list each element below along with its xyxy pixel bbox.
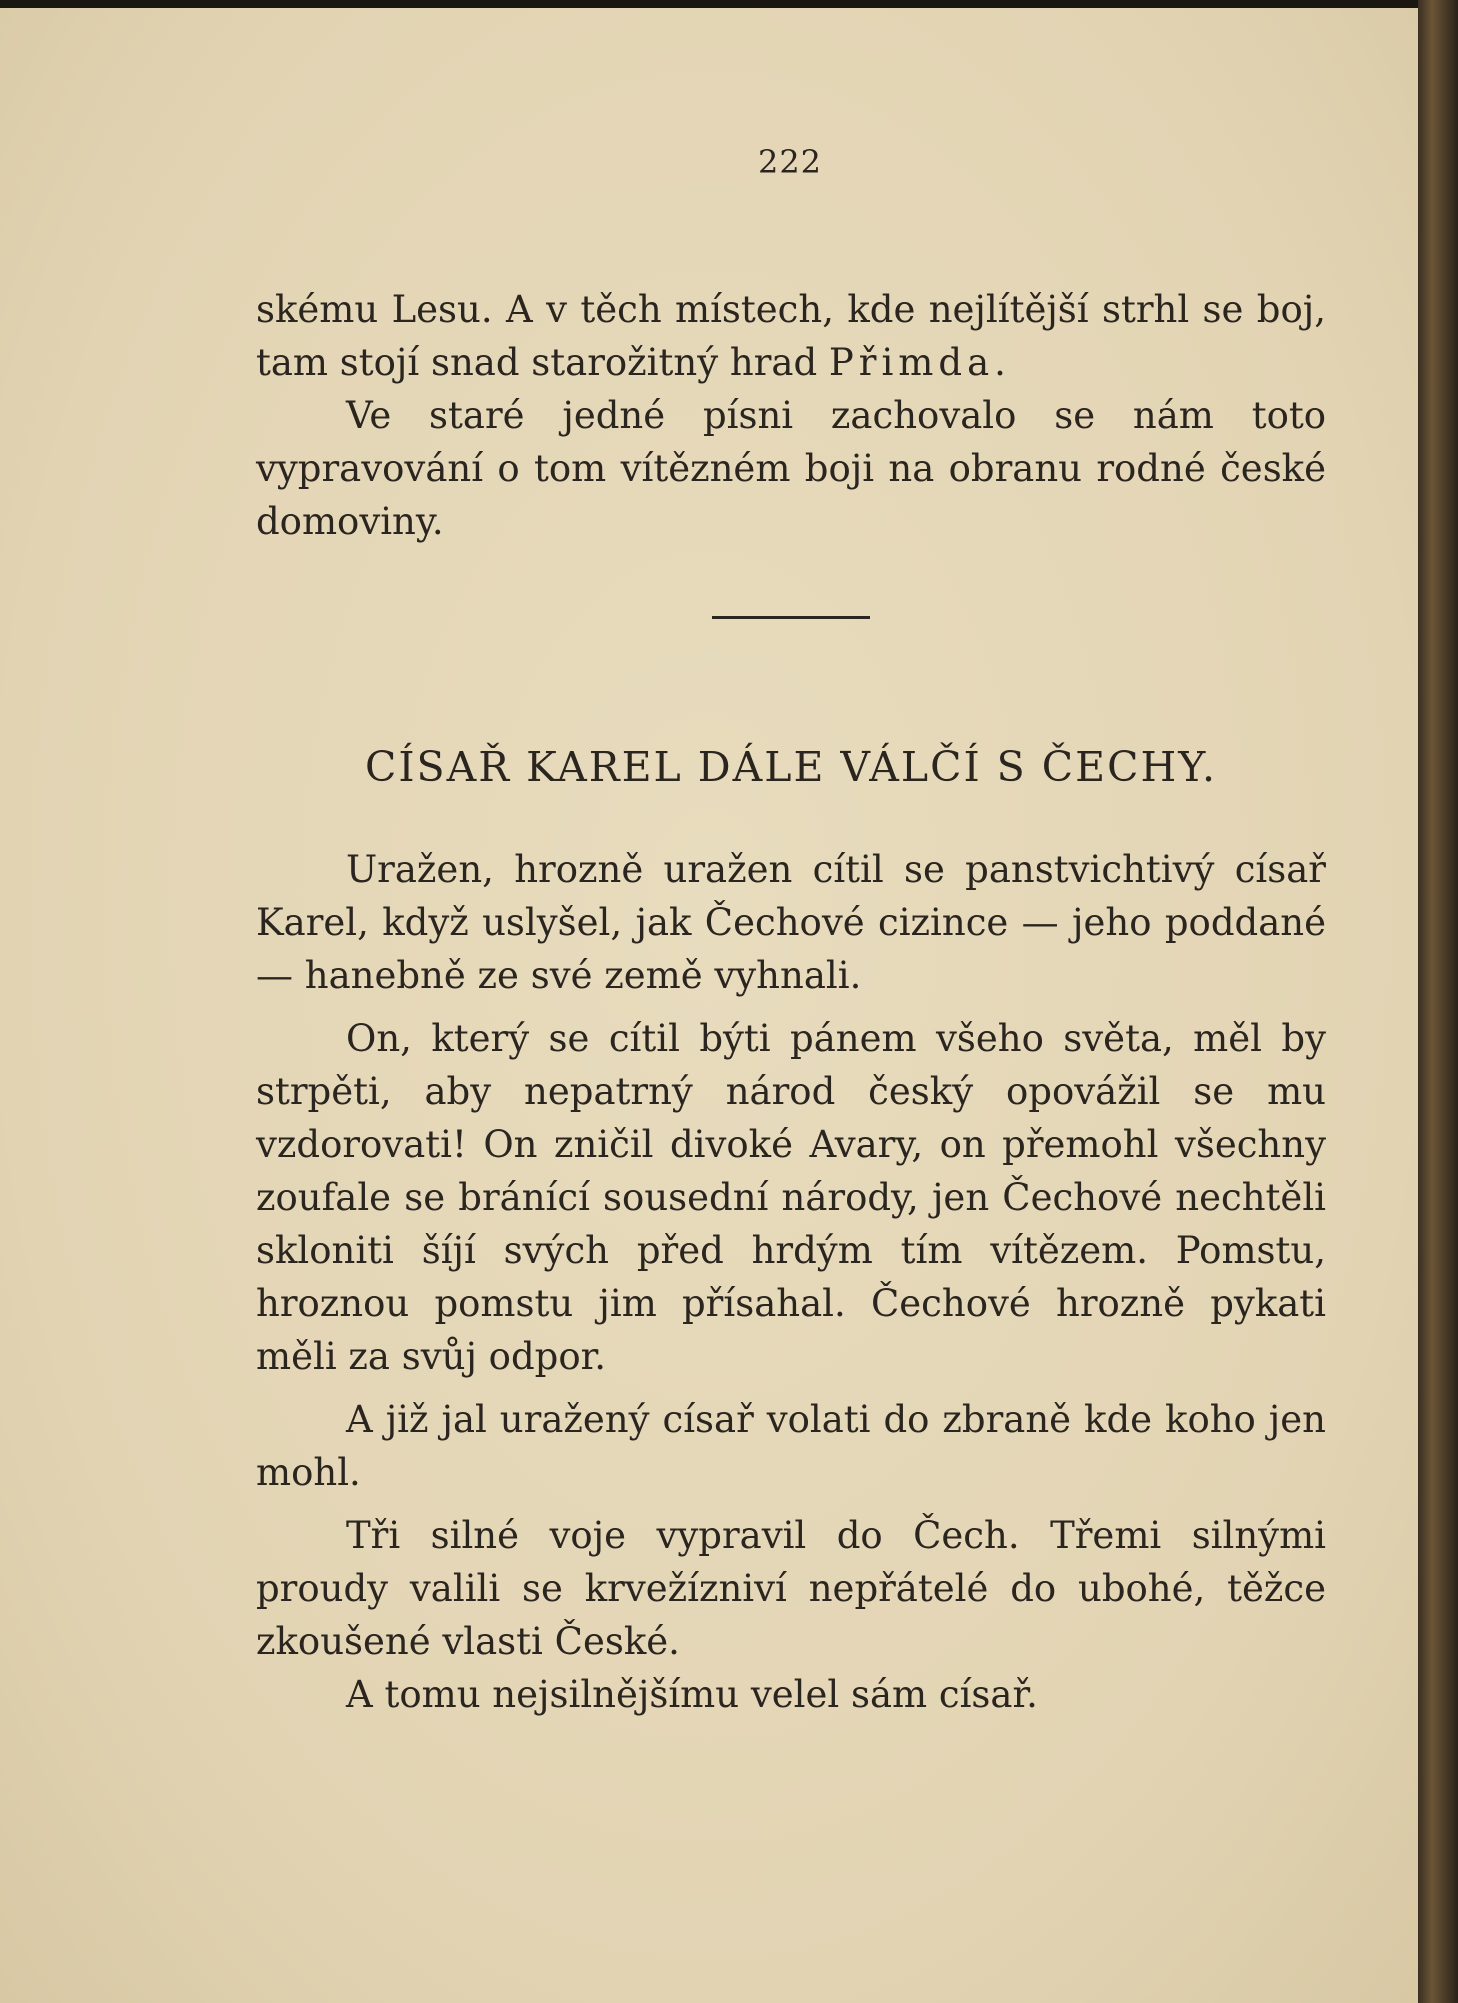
paragraph: On, který se cítil býti pánem všeho světa, měl by strpěti, aby nepatrný národ český opovážil se mu vzdorovati! On zničil divoké Avary, on přemohl všechny zoufale se bránící sousední národy, jen Čechové nechtěli skloniti šíjí svých před hrdým tím vítězem. Pomstu, hroznou pomstu jim přísahal. Čechové hrozně pykati měli za svůj odpor. <box>256 1017 1326 1378</box>
paragraph: Ve staré jedné písni zachovalo se nám toto vypravování o tom vítězném boji na obranu rodné české domoviny. <box>256 394 1326 543</box>
paragraph: Tři silné voje vypravil do Čech. Třemi silnými proudy valili se krvežízniví nepřátelé do ubohé, těžce zkoušené vlasti České. <box>256 1514 1326 1663</box>
paragraph: A již jal uražený císař volati do zbraně kde koho jen mohl. <box>256 1398 1326 1494</box>
section-divider <box>712 616 870 619</box>
book-page <box>0 8 1418 2003</box>
page-number: 222 <box>757 143 823 181</box>
paragraph-continued <box>256 283 1326 389</box>
chapter-title: CÍSAŘ KAREL DÁLE VÁLČÍ S ČECHY. <box>364 743 1218 791</box>
paragraph-text: skému Lesu. A v těch místech, kde nejlítější strhl se boj, tam stojí snad starožitný hrad <box>256 288 1326 384</box>
paragraph-period: . <box>994 341 1006 384</box>
previous-section-end <box>256 283 1326 548</box>
paragraph: Uražen, hrozně uražen cítil se panstvichtivý císař Karel, když uslyšel, jak Čechové cizince — jeho poddané — hanebně ze své země vyhnali. <box>256 848 1326 997</box>
paragraph: A tomu nejsilnějšímu velel sám císař. <box>346 1673 1038 1716</box>
book-binding-edge <box>1418 0 1458 2003</box>
emphasized-place-name: Přimda <box>828 341 995 384</box>
chapter-body <box>256 843 1326 1721</box>
